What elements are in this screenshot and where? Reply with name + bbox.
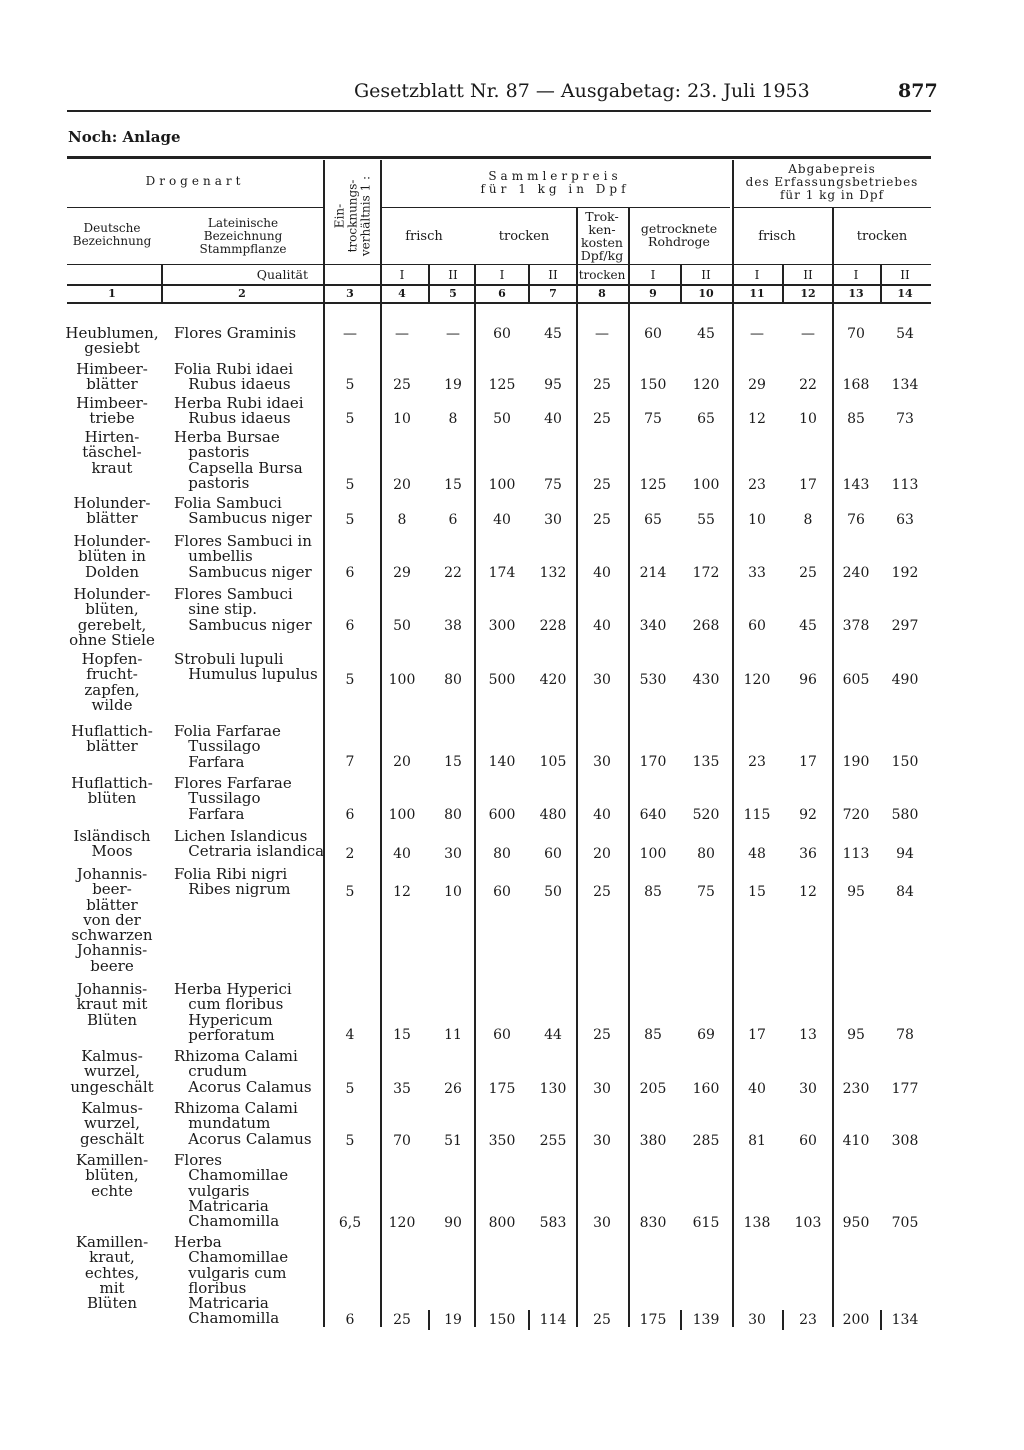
value-cell: 50	[393, 618, 411, 634]
value-cell: 530	[639, 672, 667, 688]
value-cell: 19	[444, 377, 462, 393]
value-cell: 25	[799, 565, 817, 581]
value-cell: 94	[896, 846, 914, 862]
deutsche-bezeichnung: Huflattich- blätter	[71, 722, 153, 756]
column-number: 4	[398, 287, 406, 300]
deutsche-bezeichnung: Kamillen- blüten, echte	[75, 1151, 149, 1200]
quality-label: II	[548, 268, 558, 282]
deutsche-bezeichnung: Holunder- blüten in Dolden	[73, 532, 151, 581]
value-cell: 100	[488, 477, 516, 493]
value-cell: 600	[488, 807, 516, 823]
value-cell: —	[446, 326, 460, 342]
value-cell: 55	[697, 512, 715, 528]
value-cell: 60	[493, 884, 511, 900]
value-cell: 6	[345, 618, 355, 634]
value-cell: 25	[393, 377, 411, 393]
value-cell: 10	[444, 884, 462, 900]
value-cell: 240	[842, 565, 870, 581]
quality-label: I	[399, 268, 405, 282]
value-cell: 720	[842, 807, 870, 823]
value-cell: 830	[639, 1215, 667, 1231]
value-cell: 350	[488, 1133, 516, 1149]
sub-trocken-2: trocken	[856, 229, 908, 244]
value-cell: 69	[697, 1027, 715, 1043]
value-cell: 50	[493, 411, 511, 427]
value-cell: 5	[345, 672, 355, 688]
value-cell: 583	[539, 1215, 567, 1231]
value-cell: 125	[488, 377, 516, 393]
drogenart-rule	[67, 207, 323, 208]
lateinische-bezeichnung: Flores Chamomillae vulgaris Matricaria Chamomilla	[174, 1151, 289, 1231]
value-cell: 40	[393, 846, 411, 862]
value-cell: 200	[842, 1312, 870, 1328]
quality-top-rule	[67, 264, 931, 265]
lateinische-bezeichnung: Herba Chamomillae vulgaris cum floribus Matricaria Chamomilla	[174, 1233, 289, 1328]
value-cell: 40	[593, 807, 611, 823]
value-cell: 95	[847, 884, 865, 900]
value-cell: 70	[393, 1133, 411, 1149]
lateinische-bezeichnung: Flores Sambuci in umbellis Sambucus niger	[174, 532, 312, 581]
value-cell: 75	[644, 411, 662, 427]
quality-label: I	[754, 268, 760, 282]
quality-label: I	[499, 268, 505, 282]
section-label: Noch: Anlage	[68, 128, 181, 146]
value-cell: 30	[544, 512, 562, 528]
lateinische-bezeichnung: Folia Farfarae Tussilago Farfara	[174, 722, 281, 771]
value-cell: 177	[891, 1081, 919, 1097]
value-cell: 25	[593, 512, 611, 528]
value-cell: 17	[799, 477, 817, 493]
value-cell: 430	[692, 672, 720, 688]
value-cell: 30	[593, 672, 611, 688]
value-cell: 25	[593, 1027, 611, 1043]
deutsche-bezeichnung: Johannis- beer- blätter von der schwarzen Johannis- beere	[71, 865, 153, 975]
sub-trockenkosten: Trok- ken- kosten Dpf/kg	[580, 209, 624, 263]
value-cell: 420	[539, 672, 567, 688]
value-cell: 5	[345, 377, 355, 393]
group-sammlerpreis: Sammlerpreis für 1 kg in Dpf	[480, 169, 630, 196]
value-cell: 114	[539, 1312, 567, 1328]
value-cell: 45	[544, 326, 562, 342]
column-number: 1	[108, 287, 116, 300]
value-cell: 580	[891, 807, 919, 823]
value-cell: 20	[393, 477, 411, 493]
lateinische-bezeichnung: Folia Rubi idaei Rubus idaeus	[174, 360, 294, 394]
value-cell: 19	[444, 1312, 462, 1328]
value-cell: 60	[544, 846, 562, 862]
value-cell: 75	[697, 884, 715, 900]
value-cell: 12	[799, 884, 817, 900]
value-cell: 78	[896, 1027, 914, 1043]
value-cell: 7	[345, 754, 355, 770]
value-cell: 12	[748, 411, 766, 427]
value-cell: 8	[803, 512, 813, 528]
value-cell: 170	[639, 754, 667, 770]
value-cell: 23	[748, 754, 766, 770]
value-cell: 134	[891, 1312, 919, 1328]
deutsche-bezeichnung: Heublumen, gesiebt	[65, 324, 159, 358]
value-cell: 5	[345, 512, 355, 528]
value-cell: 6	[345, 565, 355, 581]
value-cell: 100	[388, 807, 416, 823]
page-header-title: Gesetzblatt Nr. 87 — Ausgabetag: 23. Juli 1953	[354, 80, 810, 102]
lateinische-bezeichnung: Strobuli lupuli Humulus lupulus	[174, 650, 318, 684]
value-cell: 6,5	[338, 1215, 362, 1231]
value-cell: 105	[539, 754, 567, 770]
value-cell: 113	[842, 846, 870, 862]
value-cell: 10	[748, 512, 766, 528]
value-cell: 285	[692, 1133, 720, 1149]
value-cell: —	[801, 326, 815, 342]
value-cell: 139	[692, 1312, 720, 1328]
value-cell: 65	[644, 512, 662, 528]
value-cell: 30	[444, 846, 462, 862]
value-cell: 85	[644, 1027, 662, 1043]
value-cell: 38	[444, 618, 462, 634]
value-cell: 378	[842, 618, 870, 634]
lateinische-bezeichnung: Herba Bursae pastoris Capsella Bursa pastoris	[174, 428, 303, 492]
value-cell: 300	[488, 618, 516, 634]
value-cell: 54	[896, 326, 914, 342]
col-deutsche: Deutsche Bezeichnung	[72, 221, 152, 248]
lateinische-bezeichnung: Flores Graminis	[174, 324, 297, 342]
value-cell: 134	[891, 377, 919, 393]
value-cell: 410	[842, 1133, 870, 1149]
value-cell: 205	[639, 1081, 667, 1097]
quality-label: trocken	[578, 268, 626, 282]
value-cell: 40	[593, 565, 611, 581]
value-cell: 640	[639, 807, 667, 823]
value-cell: 92	[799, 807, 817, 823]
column-number: 13	[848, 287, 864, 300]
value-cell: 120	[743, 672, 771, 688]
column-number: 14	[897, 287, 913, 300]
value-cell: 150	[639, 377, 667, 393]
value-cell: 6	[345, 1312, 355, 1328]
value-cell: 20	[393, 754, 411, 770]
value-cell: 5	[345, 477, 355, 493]
deutsche-bezeichnung: Himbeer- blätter	[76, 360, 148, 394]
value-cell: 29	[748, 377, 766, 393]
value-cell: 25	[593, 884, 611, 900]
value-cell: 500	[488, 672, 516, 688]
value-cell: 130	[539, 1081, 567, 1097]
column-rule	[528, 264, 530, 302]
value-cell: 192	[891, 565, 919, 581]
value-cell: 48	[748, 846, 766, 862]
column-rule	[680, 264, 682, 302]
value-cell: —	[395, 326, 409, 342]
value-cell: 30	[799, 1081, 817, 1097]
value-cell: 125	[639, 477, 667, 493]
value-cell: 160	[692, 1081, 720, 1097]
deutsche-bezeichnung: Kalmus- wurzel, geschält	[79, 1099, 144, 1148]
qualitaet-label: Qualität	[256, 267, 308, 282]
value-cell: 40	[493, 512, 511, 528]
value-cell: 380	[639, 1133, 667, 1149]
col-lateinische: Lateinische Bezeichnung Stammpflanze	[199, 216, 287, 256]
value-cell: 615	[692, 1215, 720, 1231]
value-cell: 22	[799, 377, 817, 393]
value-cell: 13	[799, 1027, 817, 1043]
value-cell: 73	[896, 411, 914, 427]
value-cell: 150	[488, 1312, 516, 1328]
quality-label: I	[853, 268, 859, 282]
quality-label: II	[448, 268, 458, 282]
value-cell: 800	[488, 1215, 516, 1231]
value-cell: 23	[799, 1312, 817, 1328]
column-number: 6	[498, 287, 506, 300]
column-number: 10	[698, 287, 714, 300]
sub-frisch: frisch	[405, 229, 443, 244]
value-cell: 95	[847, 1027, 865, 1043]
value-cell: —	[750, 326, 764, 342]
value-cell: 308	[891, 1133, 919, 1149]
deutsche-bezeichnung: Isländisch Moos	[73, 827, 151, 861]
value-cell: 90	[444, 1215, 462, 1231]
column-number: 9	[649, 287, 657, 300]
value-cell: 120	[388, 1215, 416, 1231]
sammler-rule	[380, 207, 730, 208]
page-number: 877	[898, 80, 938, 102]
lateinische-bezeichnung: Folia Sambuci Sambucus niger	[174, 494, 312, 528]
deutsche-bezeichnung: Huflattich- blüten	[71, 774, 153, 808]
value-cell: 96	[799, 672, 817, 688]
value-cell: 5	[345, 411, 355, 427]
value-cell: 520	[692, 807, 720, 823]
value-cell: 138	[743, 1215, 771, 1231]
quality-label: II	[701, 268, 711, 282]
value-cell: 17	[748, 1027, 766, 1043]
value-cell: —	[595, 326, 609, 342]
value-cell: 23	[748, 477, 766, 493]
value-cell: 25	[393, 1312, 411, 1328]
value-cell: 6	[448, 512, 458, 528]
table-top-rule	[67, 156, 931, 159]
value-cell: 5	[345, 1081, 355, 1097]
value-cell: 60	[493, 326, 511, 342]
value-cell: 40	[593, 618, 611, 634]
lateinische-bezeichnung: Flores Farfarae Tussilago Farfara	[174, 774, 292, 823]
column-number: 12	[800, 287, 816, 300]
column-number: 8	[598, 287, 606, 300]
value-cell: 6	[345, 807, 355, 823]
value-cell: 12	[393, 884, 411, 900]
value-cell: 8	[448, 411, 458, 427]
sub-rohdroge: getrocknete Rohdroge	[640, 221, 718, 249]
value-cell: 29	[393, 565, 411, 581]
value-cell: 100	[639, 846, 667, 862]
value-cell: 45	[697, 326, 715, 342]
deutsche-bezeichnung: Hopfen- frucht- zapfen, wilde	[81, 650, 143, 714]
column-rule	[782, 264, 784, 302]
value-cell: 113	[891, 477, 919, 493]
lateinische-bezeichnung: Rhizoma Calami crudum Acorus Calamus	[174, 1047, 312, 1096]
value-cell: 60	[748, 618, 766, 634]
value-cell: 20	[593, 846, 611, 862]
quality-label: II	[803, 268, 813, 282]
value-cell: —	[343, 326, 357, 342]
value-cell: 2	[345, 846, 355, 862]
value-cell: 605	[842, 672, 870, 688]
value-cell: 85	[644, 884, 662, 900]
value-cell: 30	[593, 1081, 611, 1097]
value-cell: 5	[345, 884, 355, 900]
value-cell: 17	[799, 754, 817, 770]
value-cell: 30	[593, 754, 611, 770]
value-cell: 30	[593, 1215, 611, 1231]
colnum-top-rule	[67, 284, 931, 286]
value-cell: 174	[488, 565, 516, 581]
deutsche-bezeichnung: Holunder- blätter	[73, 494, 151, 528]
quality-label: I	[650, 268, 656, 282]
column-number: 7	[549, 287, 557, 300]
value-cell: 44	[544, 1027, 562, 1043]
quality-label: II	[900, 268, 910, 282]
value-cell: 120	[692, 377, 720, 393]
col-eintrocknung: Ein- trocknungs- verhältnis 1 :	[332, 175, 372, 257]
sub-trocken: trocken	[498, 229, 550, 244]
lateinische-bezeichnung: Lichen Islandicus Cetraria islandica	[174, 827, 325, 861]
column-rule	[428, 264, 430, 302]
value-cell: 33	[748, 565, 766, 581]
deutsche-bezeichnung: Holunder- blüten, gerebelt, ohne Stiele	[69, 585, 155, 649]
value-cell: 143	[842, 477, 870, 493]
value-cell: 10	[393, 411, 411, 427]
lateinische-bezeichnung: Rhizoma Calami mundatum Acorus Calamus	[174, 1099, 312, 1148]
value-cell: 60	[644, 326, 662, 342]
value-cell: 228	[539, 618, 567, 634]
value-cell: 100	[692, 477, 720, 493]
value-cell: 103	[794, 1215, 822, 1231]
deutsche-bezeichnung: Kalmus- wurzel, ungeschält	[70, 1047, 154, 1096]
lateinische-bezeichnung: Herba Rubi idaei Rubus idaeus	[174, 394, 304, 428]
value-cell: 150	[891, 754, 919, 770]
value-cell: 80	[444, 672, 462, 688]
value-cell: 25	[593, 377, 611, 393]
value-cell: 25	[593, 1312, 611, 1328]
lateinische-bezeichnung: Flores Sambuci sine stip. Sambucus niger	[174, 585, 312, 634]
value-cell: 8	[397, 512, 407, 528]
value-cell: 135	[692, 754, 720, 770]
value-cell: 5	[345, 1133, 355, 1149]
value-cell: 4	[345, 1027, 355, 1043]
value-cell: 25	[593, 411, 611, 427]
value-cell: 15	[748, 884, 766, 900]
value-cell: 172	[692, 565, 720, 581]
value-cell: 268	[692, 618, 720, 634]
value-cell: 76	[847, 512, 865, 528]
value-cell: 230	[842, 1081, 870, 1097]
value-cell: 950	[842, 1215, 870, 1231]
value-cell: 95	[544, 377, 562, 393]
column-rule	[161, 264, 163, 302]
value-cell: 35	[393, 1081, 411, 1097]
value-cell: 10	[799, 411, 817, 427]
value-cell: 26	[444, 1081, 462, 1097]
deutsche-bezeichnung: Himbeer- triebe	[76, 394, 148, 428]
deutsche-bezeichnung: Hirten- täschel- kraut	[82, 428, 142, 477]
value-cell: 297	[891, 618, 919, 634]
column-number: 3	[346, 287, 354, 300]
group-drogenart: Drogenart	[145, 174, 245, 188]
column-number: 2	[238, 287, 246, 300]
value-cell: 45	[799, 618, 817, 634]
value-cell: 214	[639, 565, 667, 581]
value-cell: 15	[444, 754, 462, 770]
value-cell: 480	[539, 807, 567, 823]
value-cell: 60	[493, 1027, 511, 1043]
value-cell: 80	[493, 846, 511, 862]
colnum-bottom-rule	[67, 302, 931, 304]
header-rule	[67, 110, 931, 112]
value-cell: 60	[799, 1133, 817, 1149]
value-cell: 190	[842, 754, 870, 770]
value-cell: 340	[639, 618, 667, 634]
value-cell: 255	[539, 1133, 567, 1149]
group-abgabepreis: Abgabepreis des Erfassungsbetriebes für 1 kg in Dpf	[745, 162, 919, 202]
value-cell: 168	[842, 377, 870, 393]
value-cell: 15	[444, 477, 462, 493]
column-rule	[880, 264, 882, 302]
value-cell: 705	[891, 1215, 919, 1231]
value-cell: 25	[593, 477, 611, 493]
col-eintrocknung-wrap	[325, 168, 380, 264]
value-cell: 75	[544, 477, 562, 493]
value-cell: 115	[743, 807, 771, 823]
value-cell: 30	[593, 1133, 611, 1149]
column-number: 11	[749, 287, 765, 300]
value-cell: 40	[748, 1081, 766, 1097]
value-cell: 132	[539, 565, 567, 581]
deutsche-bezeichnung: Kamillen- kraut, echtes, mit Blüten	[75, 1233, 149, 1313]
value-cell: 175	[639, 1312, 667, 1328]
value-cell: 51	[444, 1133, 462, 1149]
value-cell: 30	[748, 1312, 766, 1328]
value-cell: 70	[847, 326, 865, 342]
lateinische-bezeichnung: Folia Ribi nigri Ribes nigrum	[174, 865, 291, 899]
sub-frisch-2: frisch	[758, 229, 796, 244]
value-cell: 15	[393, 1027, 411, 1043]
value-cell: 40	[544, 411, 562, 427]
value-cell: 50	[544, 884, 562, 900]
value-cell: 85	[847, 411, 865, 427]
value-cell: 100	[388, 672, 416, 688]
value-cell: 22	[444, 565, 462, 581]
value-cell: 65	[697, 411, 715, 427]
value-cell: 36	[799, 846, 817, 862]
value-cell: 81	[748, 1133, 766, 1149]
value-cell: 80	[697, 846, 715, 862]
value-cell: 63	[896, 512, 914, 528]
deutsche-bezeichnung: Johannis- kraut mit Blüten	[76, 980, 148, 1029]
value-cell: 84	[896, 884, 914, 900]
value-cell: 490	[891, 672, 919, 688]
column-number: 5	[449, 287, 457, 300]
value-cell: 11	[444, 1027, 462, 1043]
value-cell: 175	[488, 1081, 516, 1097]
value-cell: 80	[444, 807, 462, 823]
lateinische-bezeichnung: Herba Hyperici cum floribus Hypericum perforatum	[174, 980, 292, 1044]
value-cell: 140	[488, 754, 516, 770]
